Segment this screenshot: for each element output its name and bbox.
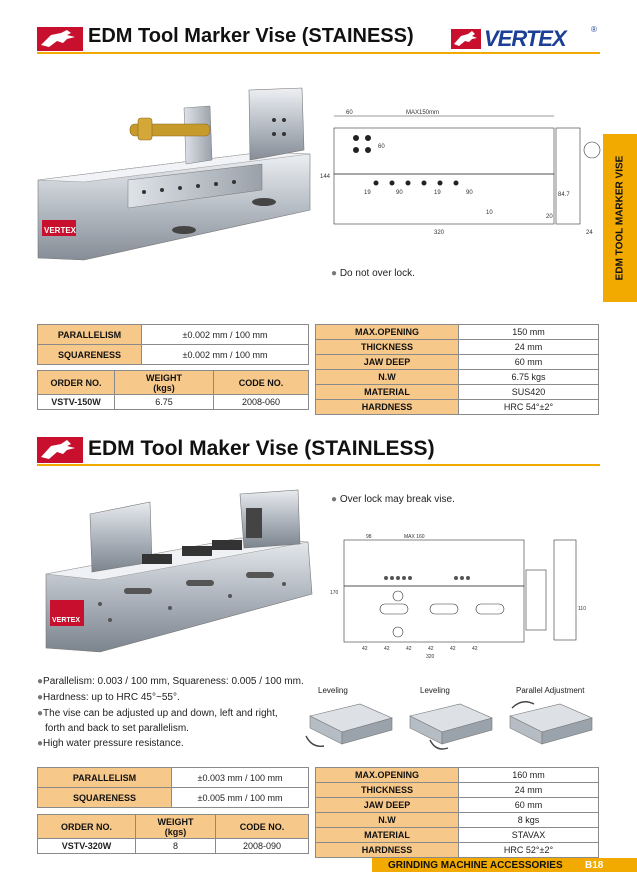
dim-label: MAX 160 xyxy=(404,534,425,540)
order-number: VSTV-150W xyxy=(38,395,115,410)
table-header-weight xyxy=(136,815,216,839)
feature-bullet xyxy=(37,676,304,687)
weight-header-line: WEIGHT xyxy=(146,372,182,383)
spec-label: MAX.OPENING xyxy=(316,768,459,783)
dim-label: 10 xyxy=(486,210,493,216)
weight-header-line: (kgs) xyxy=(153,382,175,393)
spec-label: MAX.OPENING xyxy=(316,325,459,340)
registered-mark: ® xyxy=(591,25,597,34)
dim-label: 60 xyxy=(378,144,385,150)
spec-value: SUS420 xyxy=(459,385,599,400)
feature-text: Parallelism: 0.003 / 100 mm, Squareness: 0.005 / 100 mm. xyxy=(43,676,304,687)
weight-value: 8 xyxy=(136,839,216,854)
table-header: ORDER NO. xyxy=(38,815,136,839)
spec-value: 60 mm xyxy=(459,798,599,813)
dim-label: 90 xyxy=(466,190,473,196)
caption-leveling-1: Leveling xyxy=(318,686,348,695)
spec-value: 150 mm xyxy=(459,325,599,340)
section1-title: EDM Tool Marker Vise (STAINESS) xyxy=(88,25,414,47)
spec-label: JAW DEEP xyxy=(316,798,459,813)
section1-note xyxy=(331,268,415,279)
technical-drawing-320 xyxy=(326,530,602,660)
dim-label: 170 xyxy=(330,590,339,596)
spec-label: JAW DEEP xyxy=(316,355,459,370)
spec-label: HARDNESS xyxy=(316,843,459,858)
dim-label: MAX150mm xyxy=(406,110,440,116)
spec-label: HARDNESS xyxy=(316,400,459,415)
dim-label: 24 xyxy=(586,230,593,236)
spec-value: 24 mm xyxy=(459,340,599,355)
table-label: SQUARENESS xyxy=(38,345,142,365)
table-header-weight xyxy=(115,371,214,395)
technical-drawing-150 xyxy=(316,108,606,238)
dim-label: 144 xyxy=(320,174,331,180)
dim-label: 42 xyxy=(428,646,434,652)
vertex-brand: VERTEX xyxy=(484,26,566,51)
brand-logo-eagle-2 xyxy=(37,437,83,463)
section2-note-text: Over lock may break vise. xyxy=(339,494,455,505)
dim-label: 98 xyxy=(366,534,372,540)
section1-order-table xyxy=(37,370,309,410)
table-value: ±0.003 mm / 100 mm xyxy=(172,768,309,788)
feature-text: High water pressure resistance. xyxy=(43,738,184,749)
table-value: ±0.005 mm / 100 mm xyxy=(172,788,309,808)
weight-value: 6.75 xyxy=(115,395,214,410)
section1-spec-table xyxy=(315,324,599,415)
spec-label: THICKNESS xyxy=(316,340,459,355)
spec-value: 6.75 kgs xyxy=(459,370,599,385)
spec-value: 60 mm xyxy=(459,355,599,370)
eagle-icon xyxy=(37,437,83,463)
section2-rule xyxy=(37,464,600,466)
code-number: 2008-060 xyxy=(214,395,309,410)
bullet-icon: ● xyxy=(37,738,44,749)
spec-value: HRC 52°±2° xyxy=(459,843,599,858)
spec-value: 24 mm xyxy=(459,783,599,798)
feature-bullet-continued xyxy=(45,723,189,734)
dim-label: 42 xyxy=(450,646,456,652)
spec-value: 8 kgs xyxy=(459,813,599,828)
vertex-logo-eagle xyxy=(451,29,481,49)
table-value: ±0.002 mm / 100 mm xyxy=(142,345,309,365)
dim-label: 20 xyxy=(546,214,553,220)
vise-photo-320 xyxy=(40,484,320,659)
dim-label: 42 xyxy=(362,646,368,652)
svg-text:VERTEX: VERTEX xyxy=(44,226,77,235)
caption-parallel: Parallel Adjustment xyxy=(516,686,585,695)
section2-tolerance-table xyxy=(37,767,309,808)
section1-note-text: Do not over lock. xyxy=(339,268,415,279)
section2-note xyxy=(331,494,455,505)
dim-label: 19 xyxy=(434,190,441,196)
feature-text: Hardness: up to HRC 45°~55°. xyxy=(43,692,180,703)
code-number: 2008-090 xyxy=(216,839,309,854)
dim-label: 110 xyxy=(578,606,586,612)
vise-photo-150 xyxy=(34,80,319,280)
table-label: PARALLELISM xyxy=(38,325,142,345)
feature-bullet xyxy=(37,692,180,703)
bullet-icon: ● xyxy=(37,708,44,719)
eagle-icon xyxy=(451,29,481,49)
table-label: PARALLELISM xyxy=(38,768,172,788)
caption-leveling-2: Leveling xyxy=(420,686,450,695)
spec-value: 160 mm xyxy=(459,768,599,783)
weight-header-line: (kgs) xyxy=(164,826,187,837)
table-header: CODE NO. xyxy=(214,371,309,395)
section1-tolerance-table xyxy=(37,324,309,365)
dim-label: 320 xyxy=(434,230,445,236)
brand-logo-eagle-1 xyxy=(37,27,83,51)
bullet-icon: ● xyxy=(37,676,44,687)
photo-brand-label: VERTEX xyxy=(52,617,81,624)
section2-title: EDM Tool Maker Vise (STAINLESS) xyxy=(88,437,435,460)
spec-value: STAVAX xyxy=(459,828,599,843)
spec-value: HRC 54°±2° xyxy=(459,400,599,415)
leveling-illustration-1 xyxy=(300,696,400,754)
eagle-icon xyxy=(37,27,83,51)
dim-label: 90 xyxy=(396,190,403,196)
feature-text: The vise can be adjusted up and down, left and right, xyxy=(43,708,278,719)
dim-label: 60 xyxy=(346,110,353,116)
dim-label: 42 xyxy=(384,646,390,652)
section2-spec-table xyxy=(315,767,599,858)
table-header: CODE NO. xyxy=(216,815,309,839)
table-label: SQUARENESS xyxy=(38,788,172,808)
dim-label: 42 xyxy=(406,646,412,652)
side-tab xyxy=(603,134,637,302)
feature-text: forth and back to set parallelism. xyxy=(45,723,189,734)
section1-rule xyxy=(37,52,600,54)
order-number: VSTV-320W xyxy=(38,839,136,854)
page-number: B18 xyxy=(585,860,604,871)
dim-label: 84.7 xyxy=(558,192,570,198)
bullet-icon: ● xyxy=(37,692,44,703)
spec-label: THICKNESS xyxy=(316,783,459,798)
section2-order-table xyxy=(37,814,309,854)
spec-label: MATERIAL xyxy=(316,385,459,400)
table-value: ±0.002 mm / 100 mm xyxy=(142,325,309,345)
side-tab-label: EDM TOOL MARKER VISE xyxy=(614,155,626,281)
spec-label: N.W xyxy=(316,813,459,828)
dim-label: 19 xyxy=(364,190,371,196)
parallel-illustration xyxy=(500,696,600,754)
spec-label: N.W xyxy=(316,370,459,385)
weight-header-line: WEIGHT xyxy=(157,816,194,827)
dim-label: 42 xyxy=(472,646,478,652)
bullet-icon: ● xyxy=(331,268,338,279)
bullet-icon: ● xyxy=(331,494,338,505)
table-header: ORDER NO. xyxy=(38,371,115,395)
feature-bullet xyxy=(37,708,278,719)
leveling-illustration-2 xyxy=(400,696,500,754)
spec-label: MATERIAL xyxy=(316,828,459,843)
feature-bullet xyxy=(37,738,184,749)
dim-label: 320 xyxy=(426,654,435,660)
footer-section-title: GRINDING MACHINE ACCESSORIES xyxy=(388,860,563,871)
